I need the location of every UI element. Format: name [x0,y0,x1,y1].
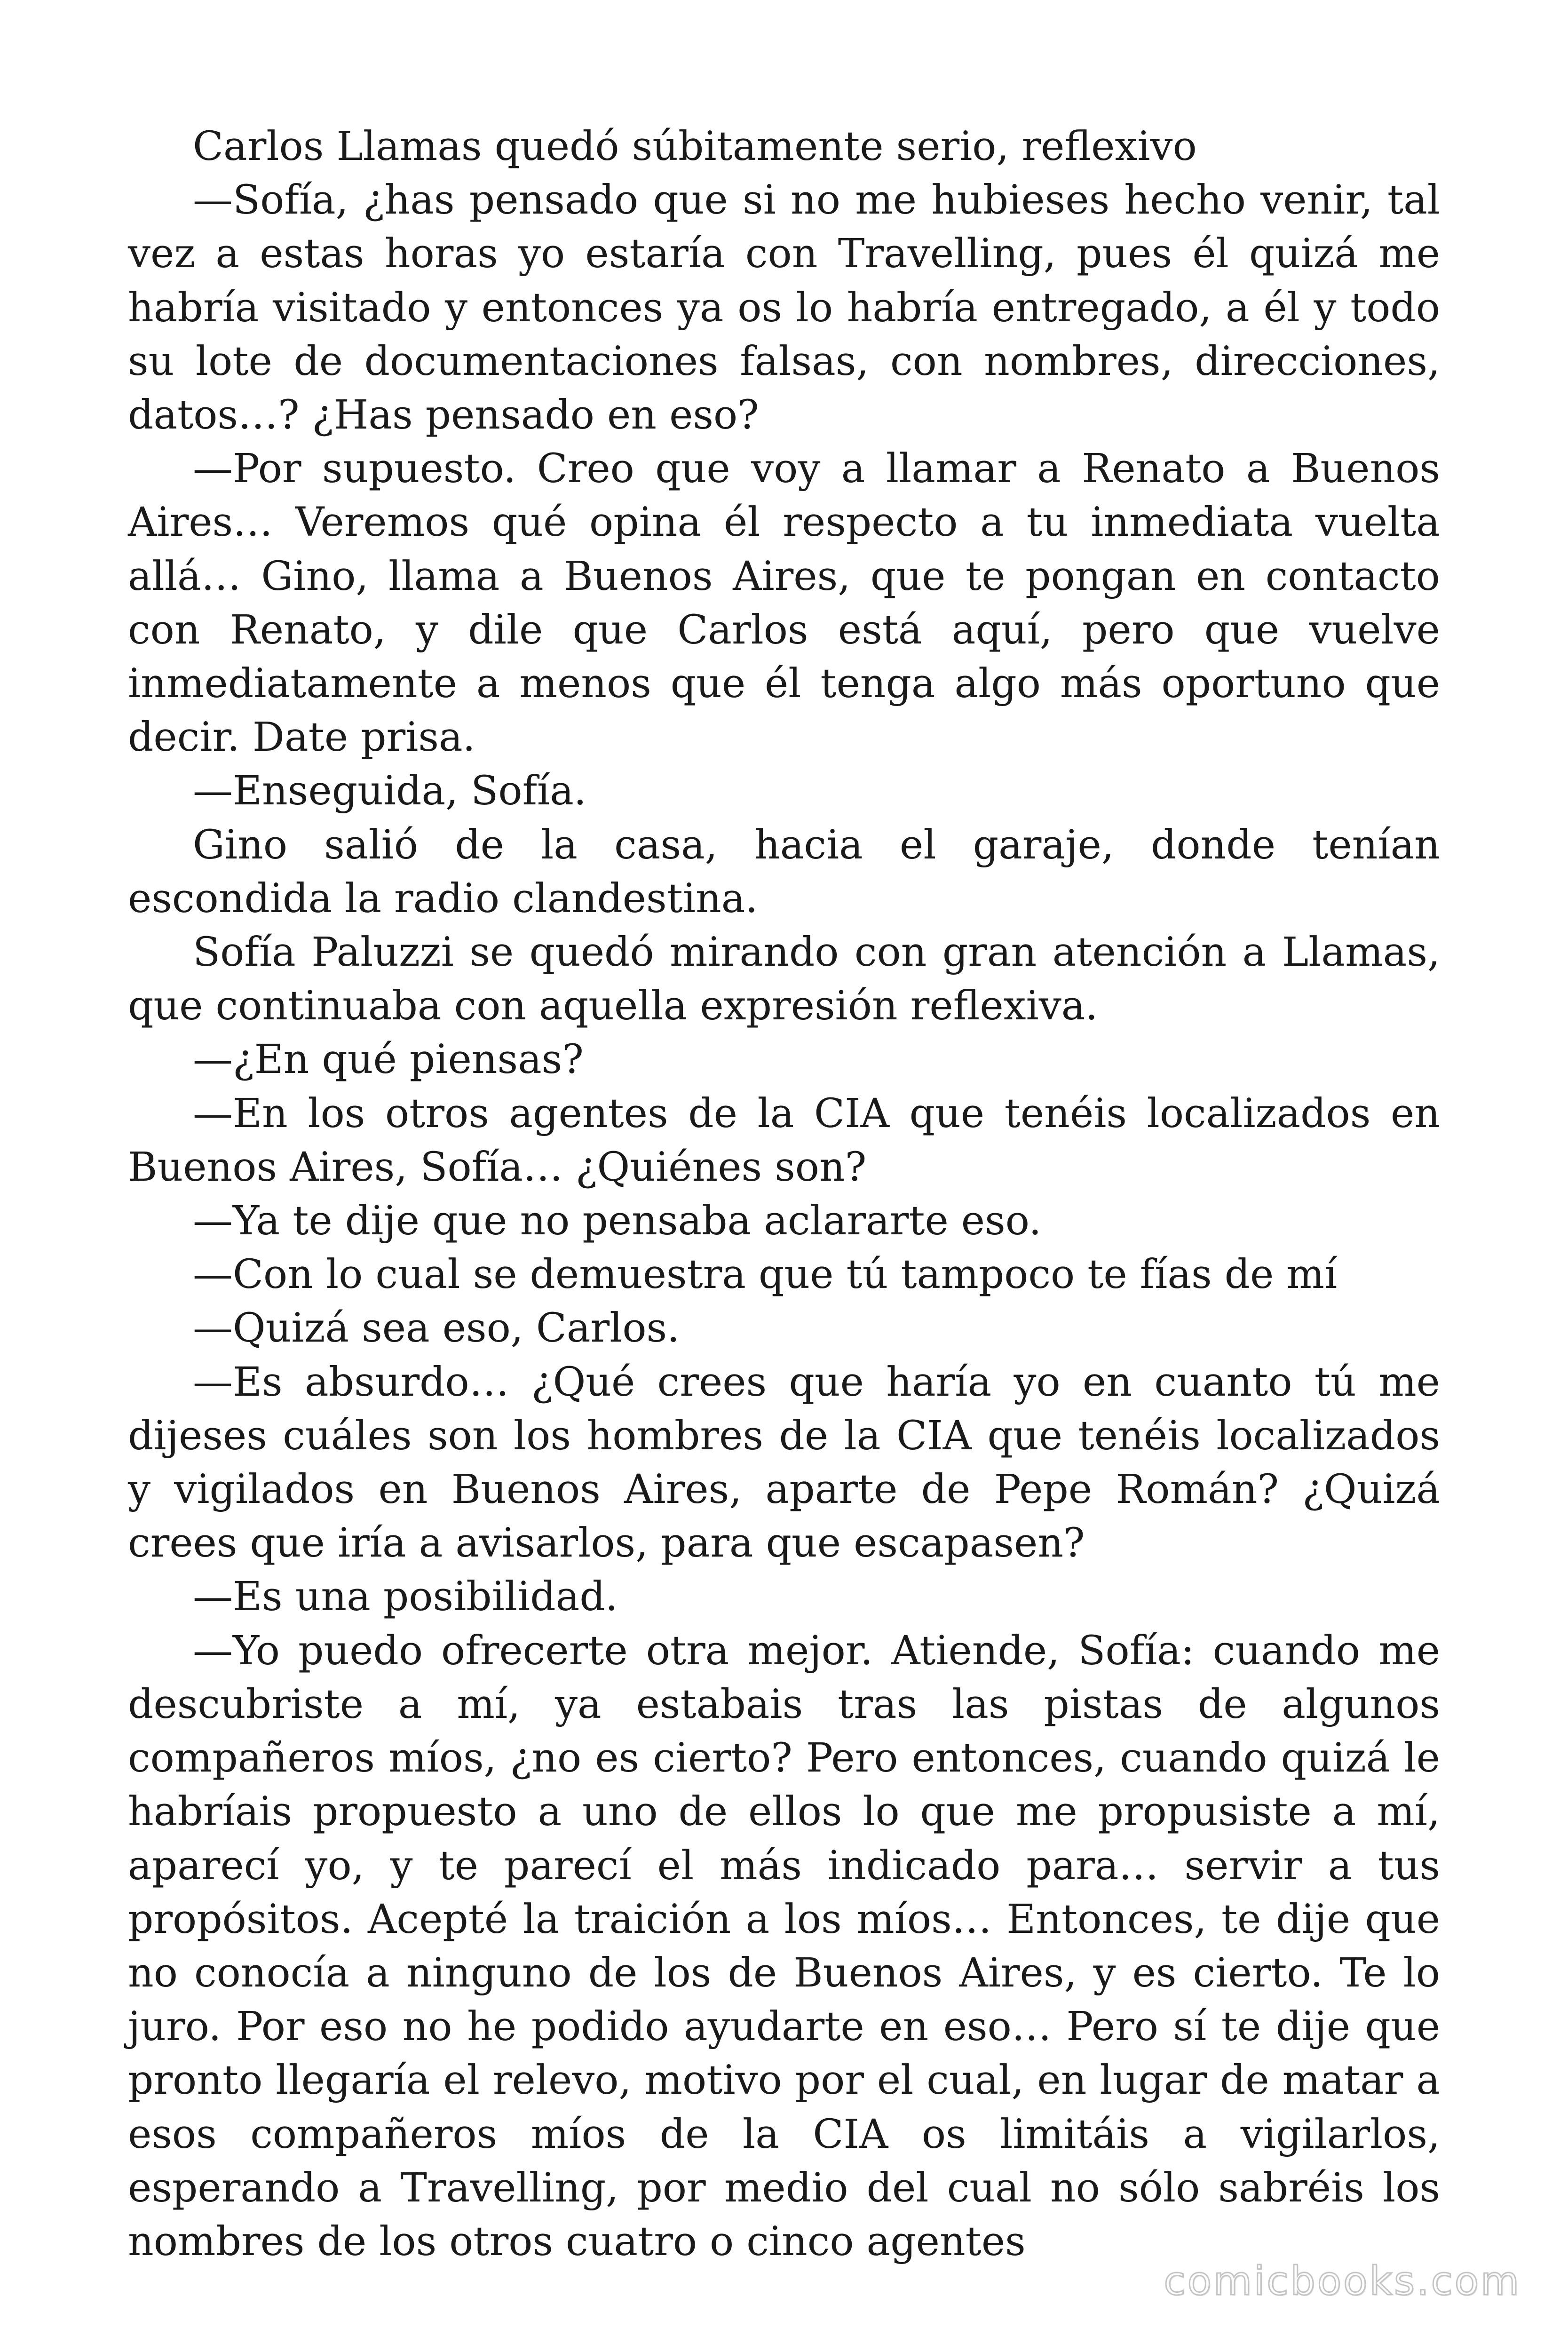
watermark: comicbooks.com [1164,2258,1521,2304]
paragraph: Carlos Llamas quedó súbitamente serio, reflexivo [193,123,1197,170]
paragraph: —Por supuesto. Creo que voy a llamar a Renato a Buenos Aires… Veremos qué opina él respecto a tu inmediata vuelta allá… Gino, llama a Buenos Aires, que te pongan en contacto con Renato, y dile que Carlos está aquí, pero que vuelve inmediatamente a menos que él tenga algo más oportuno que decir. Date prisa. [128,445,1440,761]
paragraph: Gino salió de la casa, hacia el garaje, donde tenían escondida la radio clandestina. [128,821,1440,922]
body-text [128,120,1440,2269]
paragraph: Sofía Paluzzi se quedó mirando con gran atención a Llamas, que continuaba con aquella expresión reflexiva. [128,929,1440,1030]
paragraph: —Quizá sea eso, Carlos. [193,1305,680,1352]
paragraph: —Con lo cual se demuestra que tú tampoco te fías de mí [193,1251,1338,1298]
paragraph: —Sofía, ¿has pensado que si no me hubieses hecho venir, tal vez a estas horas yo estaría con Travelling, pues él quizá me habría visitado y entonces ya os lo habría entregado, a él y todo su lote de documentaciones falsas, con nombres, direcciones, datos…? ¿Has pensado en eso? [128,177,1440,439]
paragraph: —Yo puedo ofrecerte otra mejor. Atiende, Sofía: cuando me descubriste a mí, ya estabais tras las pistas de algunos compañeros míos, ¿no es cierto? Pero entonces, cuando quizá le habríais propuesto a uno de ellos lo que me propusiste a mí, aparecí yo, y te parecí el más indicado para… servir a tus propósitos. Acepté la traición a los míos… Entonces, te dije que no conocía a ninguno de los de Buenos Aires, y es cierto. Te lo juro. Por eso no he podido ayudarte en eso… Pero sí te dije que pronto llegaría el relevo, motivo por el cual, en lugar de matar a esos compañeros míos de la CIA os limitáis a vigilarlos, esperando a Travelling, por medio del cual no sólo sabréis los nombres de los otros cuatro o cinco agentes [128,1627,1440,2265]
paragraph: —Enseguida, Sofía. [193,768,586,815]
paragraph: —Es una posibilidad. [193,1573,618,1621]
paragraph: —¿En qué piensas? [193,1036,584,1083]
paragraph: —En los otros agentes de la CIA que tenéis localizados en Buenos Aires, Sofía… ¿Quiénes son? [128,1090,1440,1191]
paragraph: —Es absurdo… ¿Qué crees que haría yo en cuanto tú me dijeses cuáles son los hombres de la CIA que tenéis localizados y vigilados en Buenos Aires, aparte de Pepe Román? ¿Quizá crees que iría a avisarlos, para que escapasen? [128,1359,1440,1567]
paragraph: —Ya te dije que no pensaba aclararte eso. [193,1198,1042,1245]
